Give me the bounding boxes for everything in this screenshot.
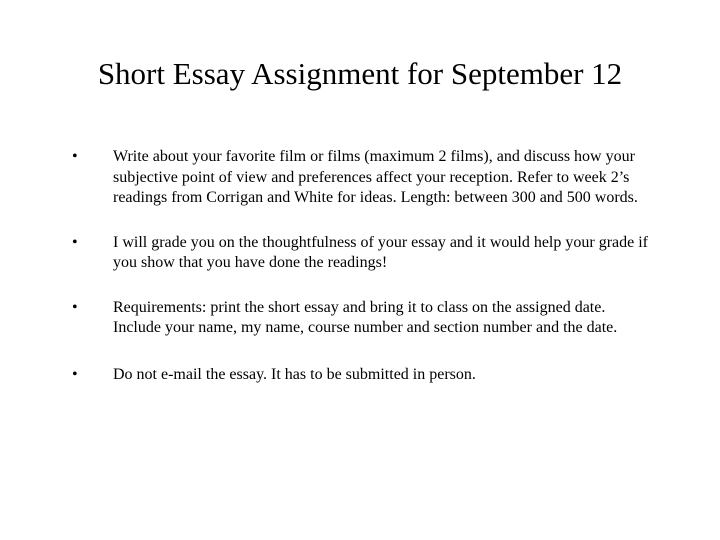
bullet-icon: • (72, 233, 78, 251)
bullet-text: I will grade you on the thoughtfulness of your essay and it would help your grade if you show that you have done the readings! (113, 233, 648, 271)
bullet-text: Write about your favorite film or films (maximum 2 films), and discuss how your subjective point of view and preferences affect your reception. Refer to week 2’s readings from Corrigan and White for ideas. Length: between 300 and 500 words. (113, 148, 638, 206)
bullet-item-1 (72, 147, 652, 209)
bullet-item-4 (72, 365, 652, 386)
bullet-text: Requirements: print the short essay and bring it to class on the assigned date. Include your name, my name, course number and section number and the date. (113, 298, 618, 336)
bullet-icon: • (72, 298, 78, 316)
slide-title: Short Essay Assignment for September 12 (97, 56, 623, 91)
bullet-text: Do not e-mail the essay. It has to be submitted in person. (113, 365, 476, 383)
bullet-icon: • (72, 148, 78, 165)
bullet-list (72, 147, 652, 409)
bullet-icon: • (72, 365, 78, 383)
bullet-item-2 (72, 233, 652, 274)
bullet-item-3 (72, 298, 652, 339)
